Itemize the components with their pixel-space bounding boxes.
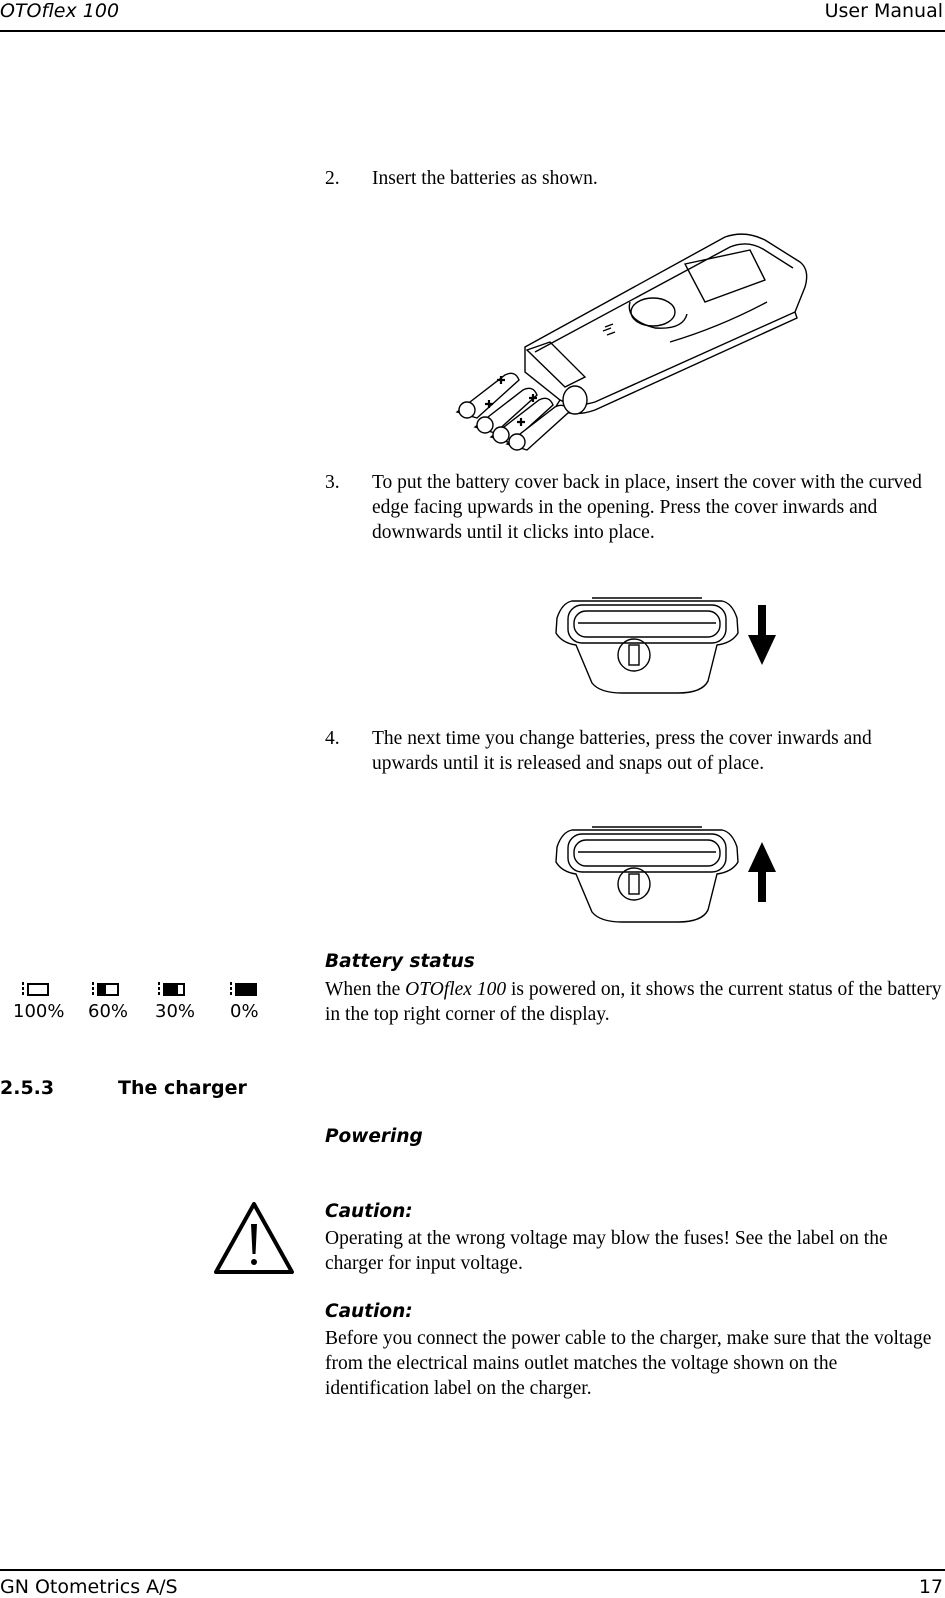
warning-triangle-icon — [212, 1200, 296, 1276]
battery-status-text — [325, 977, 943, 1027]
battery-level-label: 100% — [13, 1001, 65, 1022]
arrow-down-icon — [748, 605, 776, 665]
step-number: 4. — [325, 728, 340, 749]
battery-status-text-after: is powered on, it shows the current status of the battery in the top right corner of the display. — [325, 979, 942, 1025]
header-doc-type: User Manual — [824, 0, 943, 22]
battery-level-label: 30% — [155, 1001, 196, 1022]
battery-status-text-before: When the — [325, 979, 406, 1000]
battery-cover-up-illustration — [552, 822, 802, 927]
battery-status-heading: Battery status — [325, 951, 475, 972]
battery-level-icon — [92, 980, 122, 998]
step-number: 2. — [325, 168, 340, 189]
step-text: The next time you change batteries, press the cover inwards and upwards until it is released and snaps out of place. — [372, 728, 872, 774]
page-number: 17 — [918, 1576, 943, 1598]
battery-level-label: 60% — [88, 1001, 129, 1022]
battery-level-label: 0% — [230, 1001, 259, 1022]
battery-status-product-name: OTOflex 100 — [405, 979, 507, 1000]
battery-cover-down-illustration — [552, 593, 802, 698]
footer-rule — [0, 1569, 945, 1571]
battery-level-icon — [230, 980, 260, 998]
header-rule — [0, 30, 945, 32]
powering-heading: Powering — [325, 1126, 423, 1147]
step-text: To put the battery cover back in place, insert the cover with the curved edge facing upwards in the opening. Press the cover inwards and downwards until it clicks into place. — [372, 472, 922, 543]
footer-company: GN Otometrics A/S — [0, 1576, 178, 1598]
battery-level-icon — [22, 980, 52, 998]
caution-text: Before you connect the power cable to the charger, make sure that the voltage from the electrical mains outlet matches the voltage shown on the identification label on the charger. — [325, 1328, 932, 1399]
section-title: The charger — [118, 1077, 247, 1099]
battery-level-icon — [158, 980, 188, 998]
section-number: 2.5.3 — [0, 1077, 55, 1099]
step-number: 3. — [325, 472, 340, 493]
step-text: Insert the batteries as shown. — [372, 168, 598, 189]
header-title: OTOflex 100 — [0, 0, 120, 22]
battery-insertion-illustration — [455, 232, 815, 452]
caution-text: Operating at the wrong voltage may blow the fuses! See the label on the charger for input voltage. — [325, 1228, 888, 1274]
arrow-up-icon — [748, 842, 776, 902]
caution-title: Caution: — [325, 1301, 413, 1322]
caution-title: Caution: — [325, 1201, 413, 1222]
